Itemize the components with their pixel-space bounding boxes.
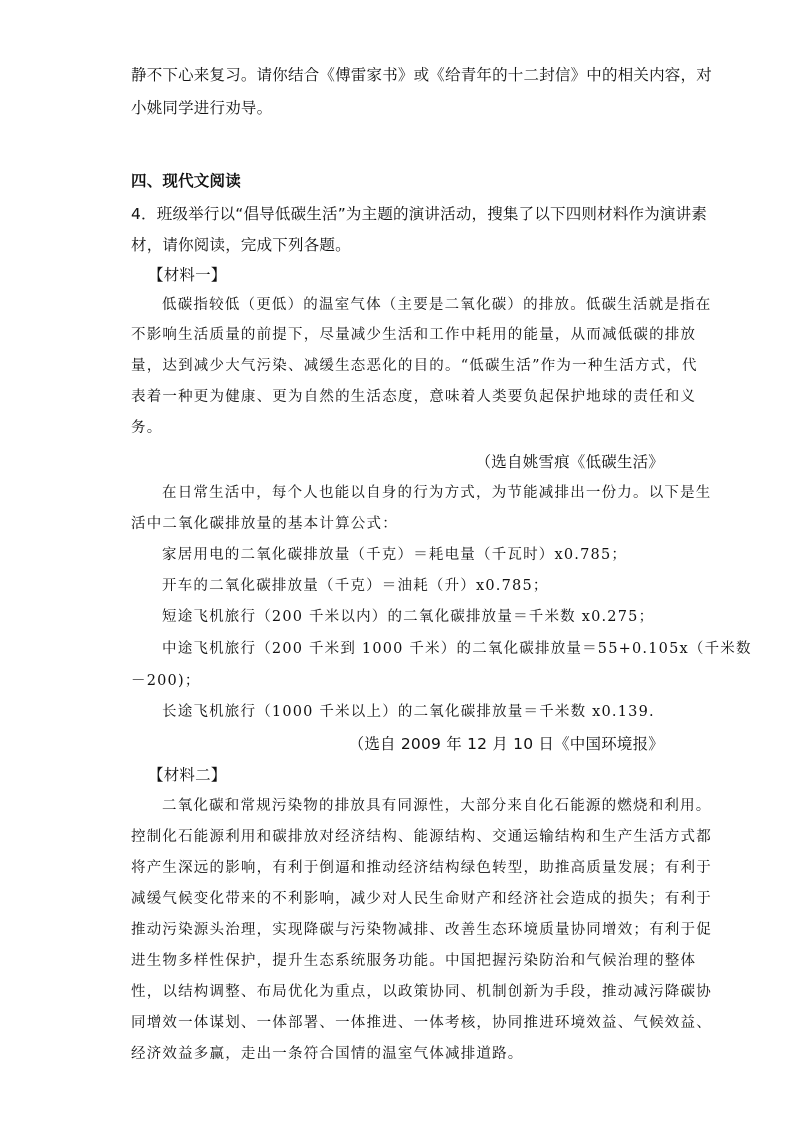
material2-paragraph-line: 进生物多样性保护，提升生态系统服务功能。中国把握污染防治和气候治理的整体 <box>131 953 697 969</box>
material1-paragraph-line: 在日常生活中，每个人也能以自身的行为方式，为节能减排出一份力。以下是生 <box>162 485 712 501</box>
material2-paragraph-line: 同增效一体谋划、一体部署、一体推进、一体考核，协同推进环境效益、气候效益、 <box>131 1015 712 1031</box>
material1-source: （选自 2009 年 12 月 10 日《中国环境报》 <box>348 735 664 753</box>
material1-paragraph-line: 低碳指较低（更低）的温室气体（主要是二氧化碳）的排放。低碳生活就是指在 <box>162 297 712 313</box>
question3-text-line: 静不下心来复习。请你结合《傅雷家书》或《给青年的十二封信》中的相关内容，对 <box>131 66 712 84</box>
material2-paragraph-line: 二氧化碳和常规污染物的排放具有同源性，大部分来自化石能源的燃烧和利用。 <box>162 798 712 814</box>
material1-paragraph-line: 不影响生活质量的前提下，尽量减少生活和工作中耗用的能量，从而减低碳的排放 <box>131 327 697 343</box>
formula-line: 开车的二氧化碳排放量（千克）＝油耗（升）x0.785； <box>162 578 549 594</box>
material2-paragraph-line: 将产生深远的影响，有利于倒逼和推动经济结构绿色转型，助推高质量发展；有利于 <box>131 860 712 876</box>
material2-paragraph-line: 控制化石能源利用和碳排放对经济结构、能源结构、交通运输结构和生产生活方式都 <box>131 829 712 845</box>
formula-line: 中途飞机旅行（200 千米到 1000 千米）的二氧化碳排放量＝55+0.105x（千米数 <box>162 641 752 657</box>
material1-paragraph-line: 表着一种更为健康、更为自然的生活态度，意味着人类要负起保护地球的责任和义 <box>131 389 697 405</box>
question4-prompt-line: 4．班级举行以“倡导低碳生活”为主题的演讲活动，搜集了以下四则材料作为演讲素 <box>131 205 708 223</box>
formula-line: 家居用电的二氧化碳排放量（千克）＝耗电量（千瓦时）x0.785； <box>162 547 628 563</box>
question4-prompt-line: 材，请你阅读，完成下列各题。 <box>131 236 351 254</box>
material2-paragraph-line: 性，以结构调整、布局优化为重点，以政策协同、机制创新为手段，推动减污降碳协 <box>131 984 712 1000</box>
question3-text-line: 小姚同学进行劝导。 <box>131 99 273 117</box>
material1-heading: 【材料一】 <box>148 266 227 284</box>
formula-line: －200)； <box>131 673 201 689</box>
formula-line: 短途飞机旅行（200 千米以内）的二氧化碳排放量＝千米数 x0.275； <box>162 609 655 625</box>
material1-paragraph-line: 活中二氧化碳排放量的基本计算公式： <box>131 516 398 532</box>
formula-line: 长途飞机旅行（1000 千米以上）的二氧化碳排放量＝千米数 x0.139. <box>162 704 655 720</box>
material2-paragraph-line: 推动污染源头治理，实现降碳与污染物减排、改善生态环境质量协同增效；有利于促 <box>131 922 712 938</box>
section-title: 四、现代文阅读 <box>131 172 241 190</box>
material2-heading: 【材料二】 <box>148 766 227 784</box>
material1-source: （选自姚雪痕《低碳生活》 <box>475 453 664 471</box>
material1-paragraph-line: 量，达到减少大气污染、减缓生态恶化的目的。“低碳生活”作为一种生活方式，代 <box>131 358 698 374</box>
material2-paragraph-line: 减缓气候变化带来的不利影响，减少对人民生命财产和经济社会造成的损失；有利于 <box>131 891 712 907</box>
material1-paragraph-line: 务。 <box>131 420 163 436</box>
material2-paragraph-line: 经济效益多赢，走出一条符合国情的温室气体减排道路。 <box>131 1046 524 1062</box>
